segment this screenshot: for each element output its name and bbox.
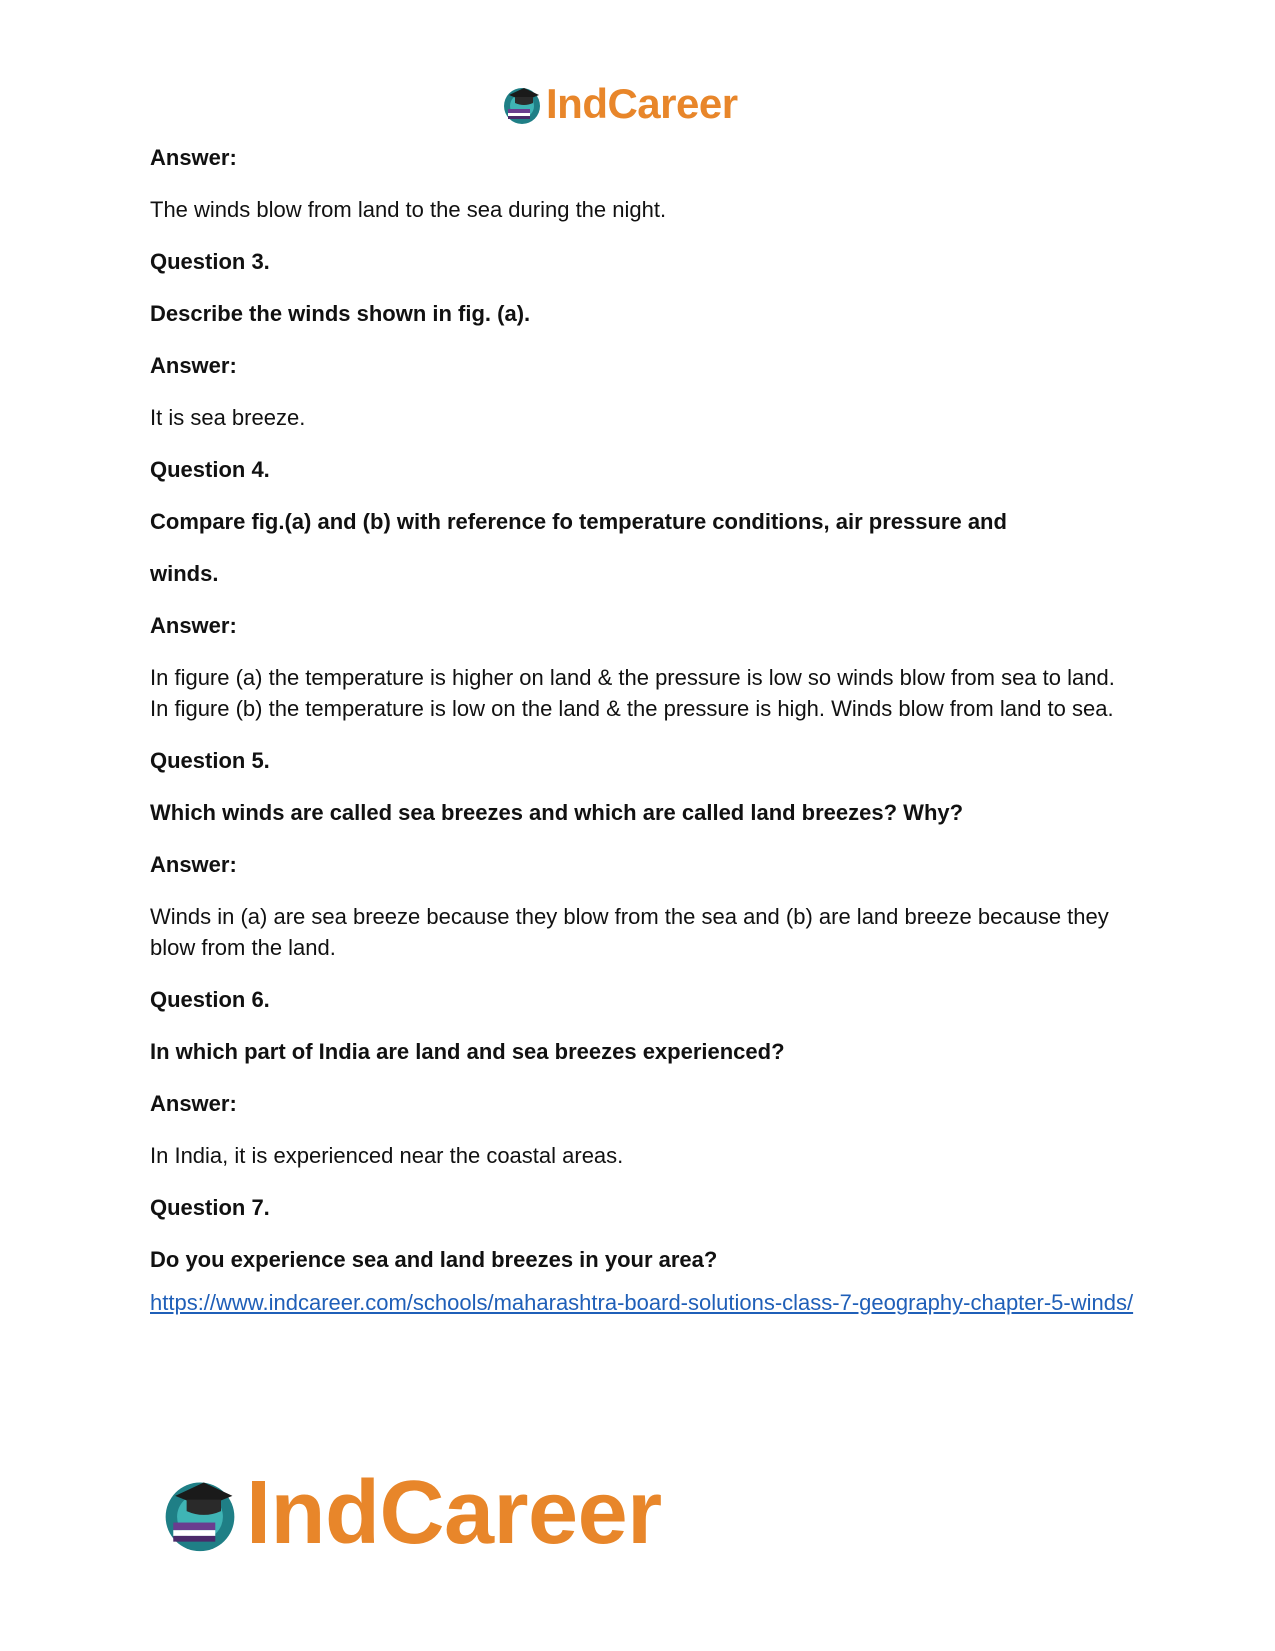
question-number: Question 6. (150, 987, 270, 1012)
answer-label: Answer: (150, 1091, 237, 1116)
graduation-cap-book-icon (500, 82, 544, 126)
answer-text: It is sea breeze. (150, 405, 306, 430)
question-text: Which winds are called sea breezes and which are called land breezes? Why? (150, 800, 964, 825)
logo-text: IndCareer (246, 1462, 662, 1563)
question-text: winds. (150, 561, 219, 586)
question-number: Question 7. (150, 1195, 270, 1220)
question-text: Do you experience sea and land breezes in your area? (150, 1247, 718, 1272)
logo-text: IndCareer (546, 80, 738, 127)
question-text: Compare fig.(a) and (b) with reference fo temperature conditions, air pressure and (150, 509, 1007, 534)
answer-label: Answer: (150, 613, 237, 638)
question-text: In which part of India are land and sea breezes experienced? (150, 1039, 785, 1064)
answer-label: Answer: (150, 852, 237, 877)
answer-label: Answer: (150, 145, 237, 170)
answer-text: Winds in (a) are sea breeze because they blow from the sea and (b) are land breeze because they blow from the land. (150, 904, 1109, 960)
source-link[interactable]: https://www.indcareer.com/schools/maharashtra-board-solutions-class-7-geography-chapter-5-winds/ (150, 1290, 1134, 1315)
answer-label: Answer: (150, 353, 237, 378)
question-number: Question 5. (150, 748, 270, 773)
answer-text: In figure (a) the temperature is higher on land & the pressure is low so winds blow from sea to land. In figure (b) the temperature is low on the land & the pressure is high. Winds blow from land to sea. (150, 665, 1115, 721)
document-body (150, 142, 1135, 1321)
answer-text: In India, it is experienced near the coastal areas. (150, 1143, 624, 1168)
indcareer-logo-top (500, 80, 738, 128)
question-number: Question 4. (150, 457, 270, 482)
indcareer-logo-bottom (158, 1462, 662, 1563)
question-number: Question 3. (150, 249, 270, 274)
graduation-cap-book-icon (158, 1471, 242, 1555)
question-text: Describe the winds shown in fig. (a). (150, 301, 531, 326)
answer-text: The winds blow from land to the sea during the night. (150, 197, 667, 222)
